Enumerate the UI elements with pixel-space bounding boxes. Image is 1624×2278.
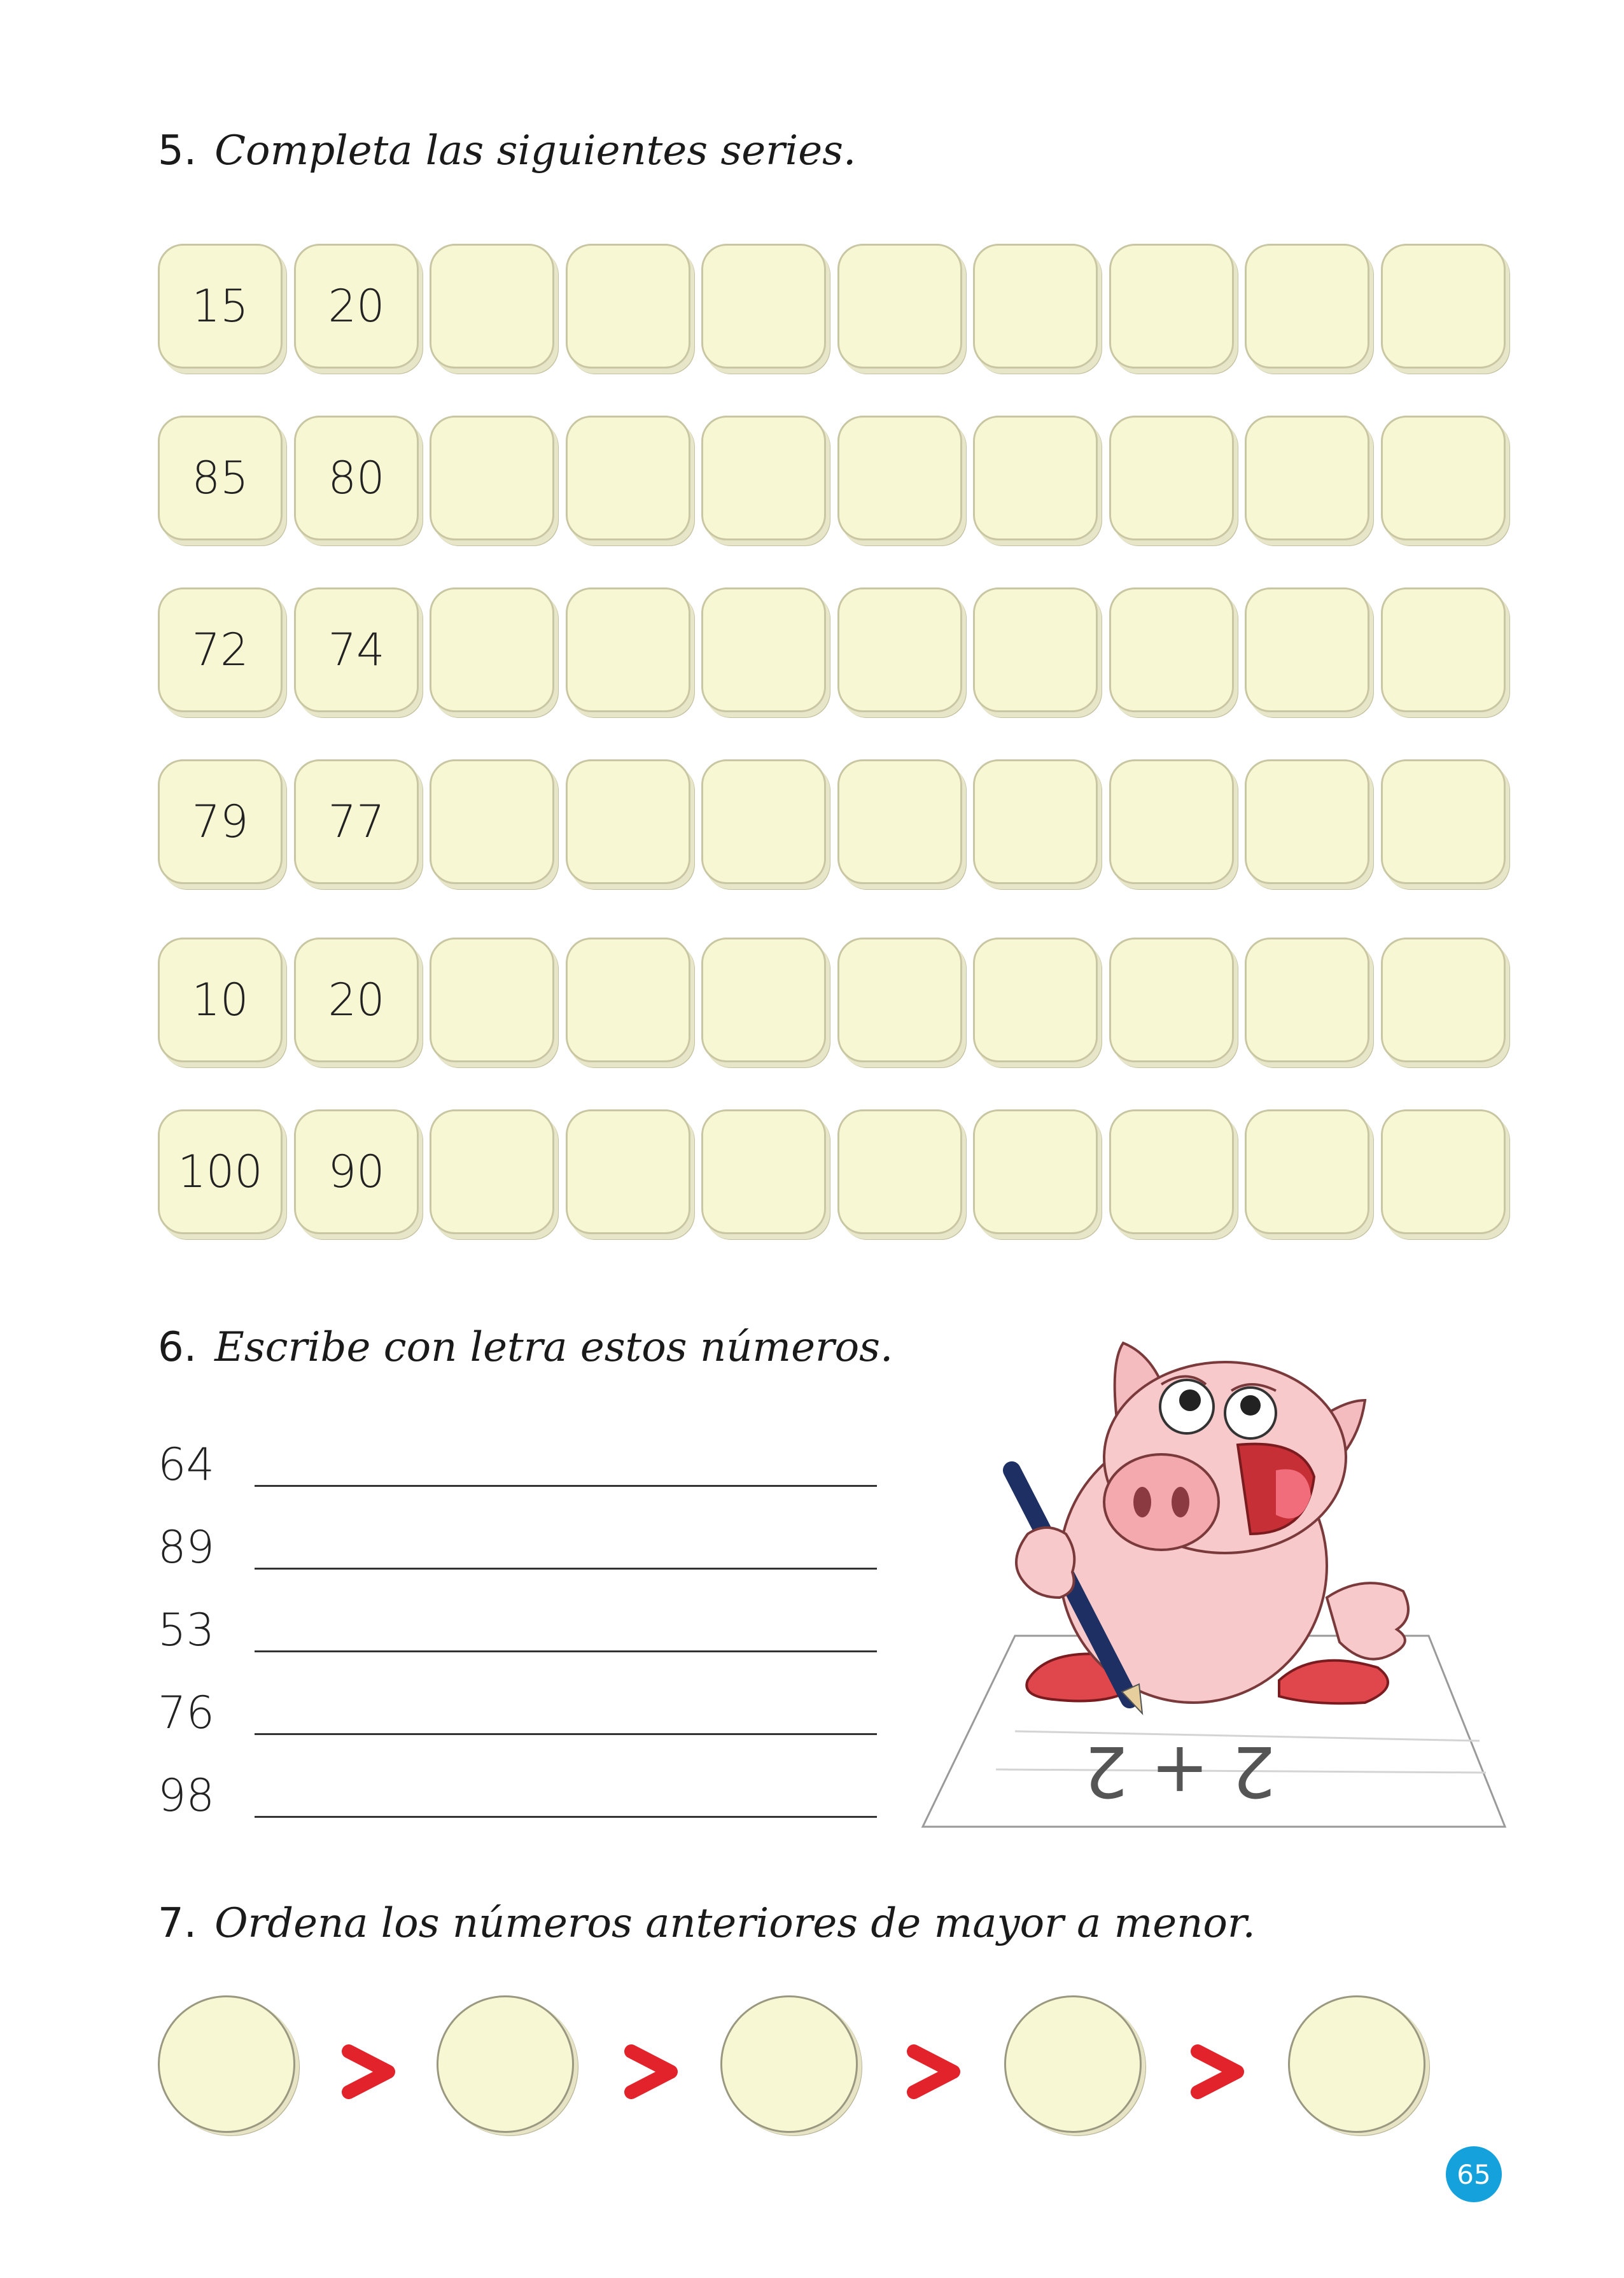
series-answer-box[interactable]: [430, 1109, 554, 1234]
series-answer-box[interactable]: [973, 759, 1098, 884]
exercise-5-heading: [158, 127, 856, 174]
series-row: [158, 244, 1513, 374]
series-answer-box[interactable]: [1245, 244, 1369, 369]
series-answer-box[interactable]: [701, 1109, 826, 1234]
series-answer-box[interactable]: [1381, 416, 1506, 540]
series-answer-box[interactable]: [1109, 244, 1234, 369]
order-answer-circle[interactable]: [437, 1995, 574, 2133]
series-given-box: 77: [294, 759, 419, 884]
order-answer-circle[interactable]: [720, 1995, 858, 2133]
series-answer-box[interactable]: [701, 244, 826, 369]
series-answer-box[interactable]: [973, 587, 1098, 712]
write-number: 53: [158, 1604, 215, 1656]
exercise-7-number: 7.: [158, 1900, 197, 1947]
series-given-box: 85: [158, 416, 283, 540]
order-answer-circle[interactable]: [158, 1995, 295, 2133]
write-number: 98: [158, 1769, 215, 1822]
series-answer-box[interactable]: [566, 416, 690, 540]
series-answer-box[interactable]: [701, 587, 826, 712]
exercise-7-heading: [158, 1900, 1256, 1947]
series-answer-box[interactable]: [430, 244, 554, 369]
series-answer-box[interactable]: [430, 587, 554, 712]
series-given-box: 74: [294, 587, 419, 712]
series-row: [158, 416, 1513, 546]
exercise-6-instruction: Escribe con letra estos números.: [214, 1324, 893, 1371]
order-answer-circle[interactable]: [1004, 1995, 1142, 2133]
series-answer-box[interactable]: [701, 759, 826, 884]
series-given-box: 15: [158, 244, 283, 369]
series-answer-box[interactable]: [837, 587, 962, 712]
series-answer-box[interactable]: [1245, 416, 1369, 540]
series-row: [158, 938, 1513, 1068]
series-answer-box[interactable]: [566, 244, 690, 369]
series-answer-box[interactable]: [1381, 759, 1506, 884]
series-answer-box[interactable]: [973, 244, 1098, 369]
series-given-box: 79: [158, 759, 283, 884]
series-answer-box[interactable]: [701, 416, 826, 540]
series-answer-box[interactable]: [1109, 1109, 1234, 1234]
series-answer-box[interactable]: [1381, 1109, 1506, 1234]
series-given-box: 20: [294, 938, 419, 1062]
write-number: 64: [158, 1438, 215, 1491]
series-answer-box[interactable]: [1245, 1109, 1369, 1234]
series-answer-box[interactable]: [1381, 587, 1506, 712]
series-answer-box[interactable]: [837, 244, 962, 369]
series-answer-box[interactable]: [1109, 416, 1234, 540]
series-answer-box[interactable]: [1245, 938, 1369, 1062]
series-answer-box[interactable]: [701, 938, 826, 1062]
page-number-badge: 65: [1446, 2146, 1502, 2202]
series-given-box: 10: [158, 938, 283, 1062]
write-answer-line[interactable]: [255, 1650, 877, 1652]
series-row: [158, 759, 1513, 890]
write-row: [158, 1591, 877, 1668]
write-answer-line[interactable]: [255, 1733, 877, 1735]
series-answer-box[interactable]: [973, 938, 1098, 1062]
order-answer-circle[interactable]: [1288, 1995, 1425, 2133]
series-answer-box[interactable]: [566, 587, 690, 712]
series-given-box: 72: [158, 587, 283, 712]
greater-than-icon: [1190, 2040, 1247, 2104]
write-answer-line[interactable]: [255, 1485, 877, 1487]
series-answer-box[interactable]: [837, 1109, 962, 1234]
greater-than-icon: [624, 2040, 681, 2104]
write-answer-line[interactable]: [255, 1568, 877, 1570]
write-number: 89: [158, 1521, 215, 1573]
series-answer-box[interactable]: [566, 759, 690, 884]
series-answer-box[interactable]: [973, 1109, 1098, 1234]
series-row: [158, 587, 1513, 718]
series-answer-box[interactable]: [430, 938, 554, 1062]
greater-than-icon: [906, 2040, 963, 2104]
sheet-text: 2 + 2: [1083, 1731, 1276, 1812]
series-answer-box[interactable]: [430, 416, 554, 540]
greater-than-icon: [341, 2040, 398, 2104]
series-answer-box[interactable]: [430, 759, 554, 884]
series-answer-box[interactable]: [1109, 759, 1234, 884]
series-answer-box[interactable]: [1381, 244, 1506, 369]
write-answer-line[interactable]: [255, 1816, 877, 1818]
exercise-5-instruction: Completa las siguientes series.: [214, 127, 857, 174]
series-row: [158, 1109, 1513, 1240]
series-answer-box[interactable]: [1109, 587, 1234, 712]
series-answer-box[interactable]: [837, 416, 962, 540]
series-answer-box[interactable]: [566, 1109, 690, 1234]
series-answer-box[interactable]: [973, 416, 1098, 540]
series-answer-box[interactable]: [566, 938, 690, 1062]
exercise-5-number: 5.: [158, 127, 197, 174]
write-number: 76: [158, 1687, 215, 1739]
write-row: [158, 1757, 877, 1833]
series-given-box: 20: [294, 244, 419, 369]
write-row: [158, 1674, 877, 1750]
series-given-box: 90: [294, 1109, 419, 1234]
series-answer-box[interactable]: [1381, 938, 1506, 1062]
exercise-6-number: 6.: [158, 1324, 197, 1371]
series-answer-box[interactable]: [837, 759, 962, 884]
write-row: [158, 1508, 877, 1585]
exercise-6-heading: [158, 1324, 893, 1371]
series-given-box: 100: [158, 1109, 283, 1234]
exercise-7-instruction: Ordena los números anteriores de mayor a menor.: [214, 1900, 1256, 1947]
series-answer-box[interactable]: [1245, 587, 1369, 712]
pig-writing-illustration: [920, 1324, 1518, 1846]
series-answer-box[interactable]: [837, 938, 962, 1062]
series-answer-box[interactable]: [1245, 759, 1369, 884]
series-answer-box[interactable]: [1109, 938, 1234, 1062]
write-row: [158, 1426, 877, 1502]
series-given-box: 80: [294, 416, 419, 540]
